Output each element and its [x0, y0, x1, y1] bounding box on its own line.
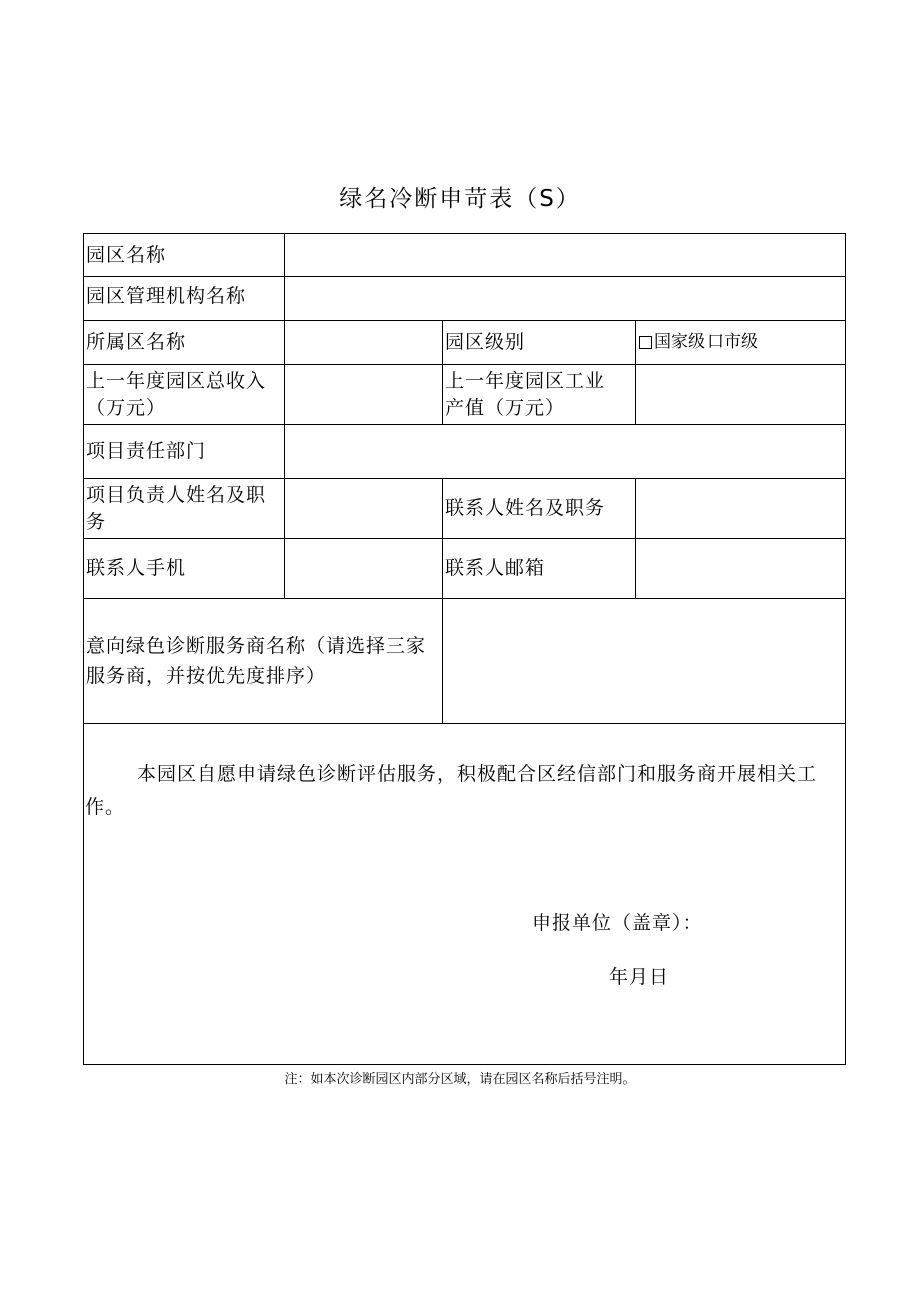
- national-level-checkbox[interactable]: [639, 336, 652, 349]
- district-field[interactable]: [285, 321, 442, 364]
- commitment-statement: 本园区自愿申请绿色诊断评估服务，积极配合区经信部门和服务商开展相关工作。: [85, 763, 818, 818]
- municipal-level-label: 市级: [724, 332, 758, 352]
- national-level-label: 国家级: [654, 332, 705, 352]
- footnote: 注：如本次诊断园区内部分区域，请在园区名称后括号注明。: [284, 1072, 636, 1087]
- responsible-dept-label: 项目责任部门: [86, 440, 207, 462]
- responsible-dept-field[interactable]: [285, 425, 845, 478]
- contact-email-label: 联系人邮箱: [445, 557, 546, 579]
- contact-email-field[interactable]: [636, 539, 845, 598]
- applicant-seal-label: 申报单位（盖章）：: [532, 912, 703, 934]
- total-income-field[interactable]: [285, 365, 442, 424]
- industrial-output-label: 上一年度园区工业产值（万元）: [445, 370, 606, 419]
- industrial-output-field[interactable]: [636, 365, 845, 424]
- contact-phone-label: 联系人手机: [86, 557, 187, 579]
- page-title: 绿名冷断申苛表（S）: [339, 186, 581, 212]
- contact-name-field[interactable]: [636, 479, 845, 538]
- park-name-label: 园区名称: [86, 243, 167, 266]
- management-org-label: 园区管理机构名称: [86, 285, 247, 307]
- project-leader-field[interactable]: [285, 479, 442, 538]
- contact-phone-field[interactable]: [285, 539, 442, 598]
- provider-field[interactable]: [443, 599, 845, 723]
- provider-label: 意向绿色诊断服务商名称（请选择三家服务商，并按优先度排序）: [86, 635, 427, 687]
- park-level-label: 园区级别: [445, 331, 526, 353]
- management-org-field[interactable]: [285, 277, 845, 320]
- row-divider: [83, 723, 846, 724]
- contact-name-label: 联系人姓名及职务: [445, 497, 606, 519]
- municipal-level-checkbox[interactable]: 口: [707, 332, 724, 352]
- park-name-field[interactable]: [285, 234, 845, 276]
- district-label: 所属区名称: [86, 331, 187, 353]
- total-income-label: 上一年度园区总收入（万元）: [86, 370, 267, 419]
- sign-date: 年月日: [609, 966, 670, 988]
- park-level-options: [637, 321, 845, 364]
- project-leader-label: 项目负责人姓名及职务: [86, 484, 267, 533]
